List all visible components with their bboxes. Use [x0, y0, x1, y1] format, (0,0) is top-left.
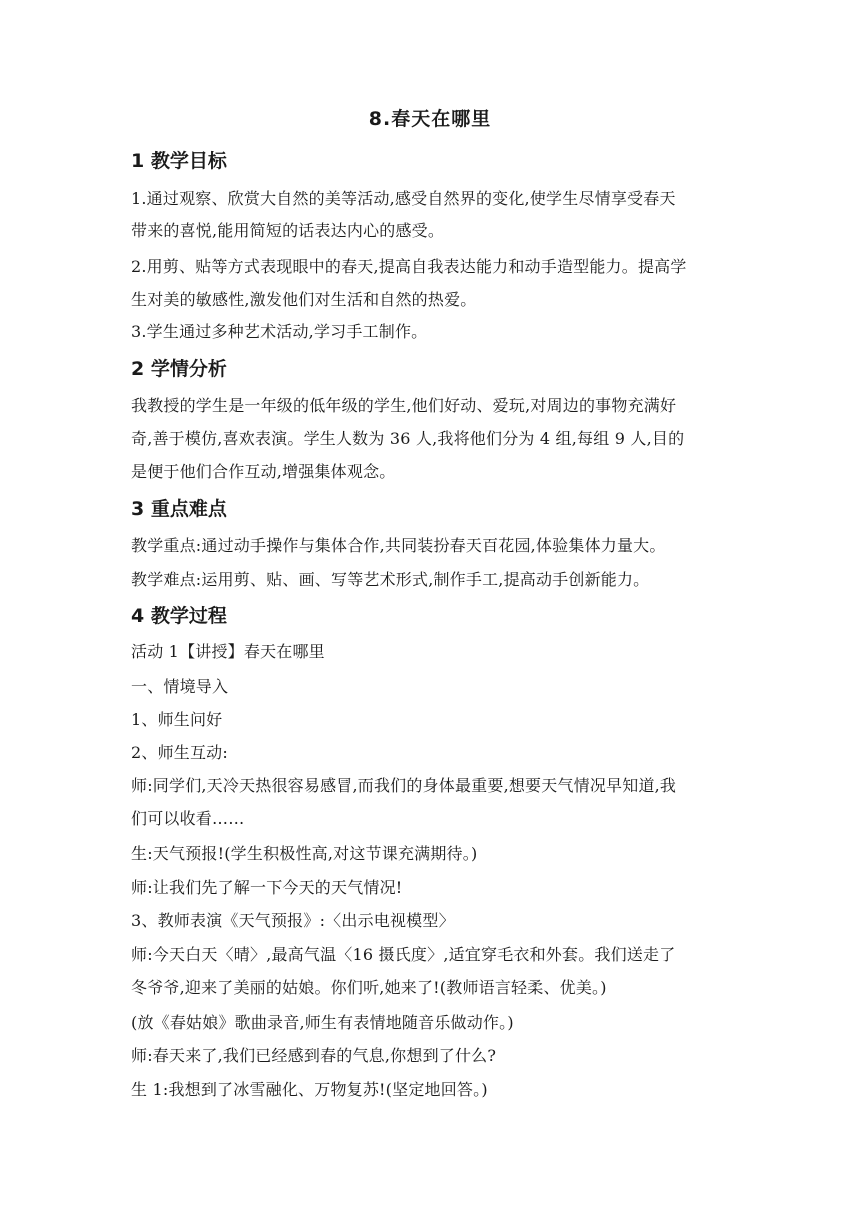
paragraph-line: 教学重点:通过动手操作与集体合作,共同装扮春天百花园,体验集体力量大。	[131, 536, 666, 555]
section-heading-keypoints: 3 重点难点	[131, 498, 227, 520]
paragraph-line: 一、情境导入	[131, 677, 229, 696]
paragraph-line: 1、师生问好	[131, 710, 223, 729]
paragraph-line: 3.学生通过多种艺术活动,学习手工制作。	[131, 322, 428, 341]
document-title: 8.春天在哪里	[368, 108, 492, 130]
paragraph-line: 生对美的敏感性,激发他们对生活和自然的热爱。	[131, 290, 477, 309]
paragraph-line: 是便于他们合作互动,增强集体观念。	[131, 462, 396, 481]
paragraph-line: 活动 1【讲授】春天在哪里	[131, 642, 325, 661]
paragraph-line: 1.通过观察、欣赏大自然的美等活动,感受自然界的变化,使学生尽情享受春天	[131, 189, 676, 208]
paragraph-line: 师:同学们,天冷天热很容易感冒,而我们的身体最重要,想要天气情况早知道,我	[131, 776, 677, 795]
paragraph-line: 冬爷爷,迎来了美丽的姑娘。你们听,她来了!(教师语言轻柔、优美。)	[131, 978, 607, 997]
section-heading-analysis: 2 学情分析	[131, 358, 227, 380]
section-heading-process: 4 教学过程	[131, 605, 227, 627]
paragraph-line: 生:天气预报!(学生积极性高,对这节课充满期待。)	[131, 844, 478, 863]
section-heading-goals: 1 教学目标	[131, 150, 227, 172]
paragraph-line: 2、师生互动:	[131, 743, 228, 762]
paragraph-line: 2.用剪、贴等方式表现眼中的春天,提高自我表达能力和动手造型能力。提高学	[131, 257, 687, 276]
paragraph-line: 奇,善于模仿,喜欢表演。学生人数为 36 人,我将他们分为 4 组,每组 9 人,目的	[131, 429, 685, 448]
paragraph-line: 师:春天来了,我们已经感到春的气息,你想到了什么?	[131, 1046, 497, 1065]
paragraph-line: 我教授的学生是一年级的低年级的学生,他们好动、爱玩,对周边的事物充满好	[131, 396, 677, 415]
paragraph-line: 师:让我们先了解一下今天的天气情况!	[131, 878, 403, 897]
paragraph-line: 3、教师表演《天气预报》:〈出示电视模型〉	[131, 911, 455, 930]
paragraph-line: 师:今天白天〈晴〉,最高气温〈16 摄氏度〉,适宜穿毛衣和外套。我们送走了	[131, 945, 676, 964]
paragraph-line: 生 1:我想到了冰雪融化、万物复苏!(坚定地回答。)	[131, 1080, 488, 1099]
paragraph-line: 们可以收看……	[131, 809, 245, 828]
paragraph-line: (放《春姑娘》歌曲录音,师生有表情地随音乐做动作。)	[131, 1013, 514, 1032]
paragraph-line: 教学难点:运用剪、贴、画、写等艺术形式,制作手工,提高动手创新能力。	[131, 570, 650, 589]
paragraph-line: 带来的喜悦,能用简短的话表达内心的感受。	[131, 221, 445, 240]
